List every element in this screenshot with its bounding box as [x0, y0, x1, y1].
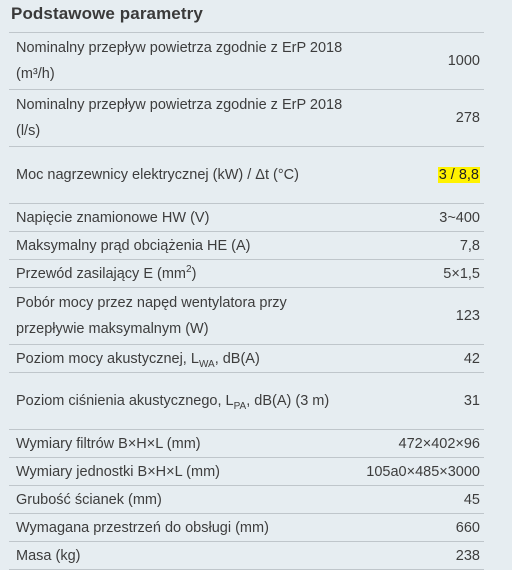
row-value: 5×1,5	[443, 265, 480, 282]
row-value: 31	[463, 393, 480, 409]
table-row	[9, 345, 484, 373]
row-value: 123	[455, 308, 480, 324]
row-label: Wymiary jednostki B×H×L (mm)	[16, 463, 220, 480]
row-label	[9, 345, 356, 373]
row-value: 472×402×96	[398, 435, 480, 452]
row-label: Nominalny przepływ powietrza zgodnie z ErP 2018 (m³/h)	[16, 40, 343, 82]
row-value: 105a0×485×3000	[366, 463, 480, 480]
table-row	[9, 430, 484, 458]
row-label: Grubość ścianek (mm)	[16, 491, 162, 508]
row-value: 278	[455, 110, 480, 126]
table-row	[9, 204, 484, 232]
label-text: , dB(A) (3 m)	[246, 393, 330, 409]
row-value: 45	[463, 491, 480, 508]
table-row	[9, 260, 484, 288]
table-row	[9, 486, 484, 514]
row-label: Nominalny przepływ powietrza zgodnie z ErP 2018 (l/s)	[16, 97, 343, 139]
label-text: , dB(A)	[214, 350, 260, 367]
row-label: Napięcie znamionowe HW (V)	[16, 209, 210, 226]
label-text: )	[191, 265, 197, 282]
row-label: Moc nagrzewnicy elektrycznej (kW) / Δt (°C)	[16, 167, 299, 183]
label-text: Poziom ciśnienia akustycznego, L	[16, 393, 234, 409]
row-value: 7,8	[459, 237, 480, 254]
row-value: 3~400	[439, 209, 480, 226]
row-label: Masa (kg)	[16, 547, 81, 564]
highlighted-value: 3 / 8,8	[438, 167, 479, 183]
row-label	[9, 373, 356, 430]
table-row	[9, 147, 484, 204]
row-value-cell	[356, 147, 484, 204]
table-row	[9, 458, 484, 486]
row-label: Maksymalny prąd obciążenia HE (A)	[16, 237, 251, 254]
page-title: Podstawowe parametry	[11, 4, 203, 23]
row-label	[9, 260, 356, 288]
row-value: 660	[455, 519, 480, 536]
label-subscript: PA	[233, 400, 247, 412]
table-row	[9, 288, 484, 345]
row-value: 238	[455, 547, 480, 564]
row-label: Pobór mocy przez napęd wentylatora przy przepływie maksymalnym (W)	[16, 295, 287, 337]
label-text: Przewód zasilający E (mm	[16, 265, 187, 282]
row-value: 1000	[447, 53, 480, 69]
table-row	[9, 232, 484, 260]
row-label: Wymiary filtrów B×H×L (mm)	[16, 435, 201, 452]
parameters-table	[9, 32, 484, 570]
table-row	[9, 373, 484, 430]
label-subscript: WA	[198, 358, 215, 370]
row-value: 42	[463, 350, 480, 367]
table-row	[9, 514, 484, 542]
row-label: Wymagana przestrzeń do obsługi (mm)	[16, 519, 269, 536]
table-row	[9, 33, 484, 90]
label-superscript: 2	[186, 263, 192, 275]
label-text: Poziom mocy akustycznej, L	[16, 350, 199, 367]
table-row	[9, 90, 484, 147]
table-row	[9, 542, 484, 570]
